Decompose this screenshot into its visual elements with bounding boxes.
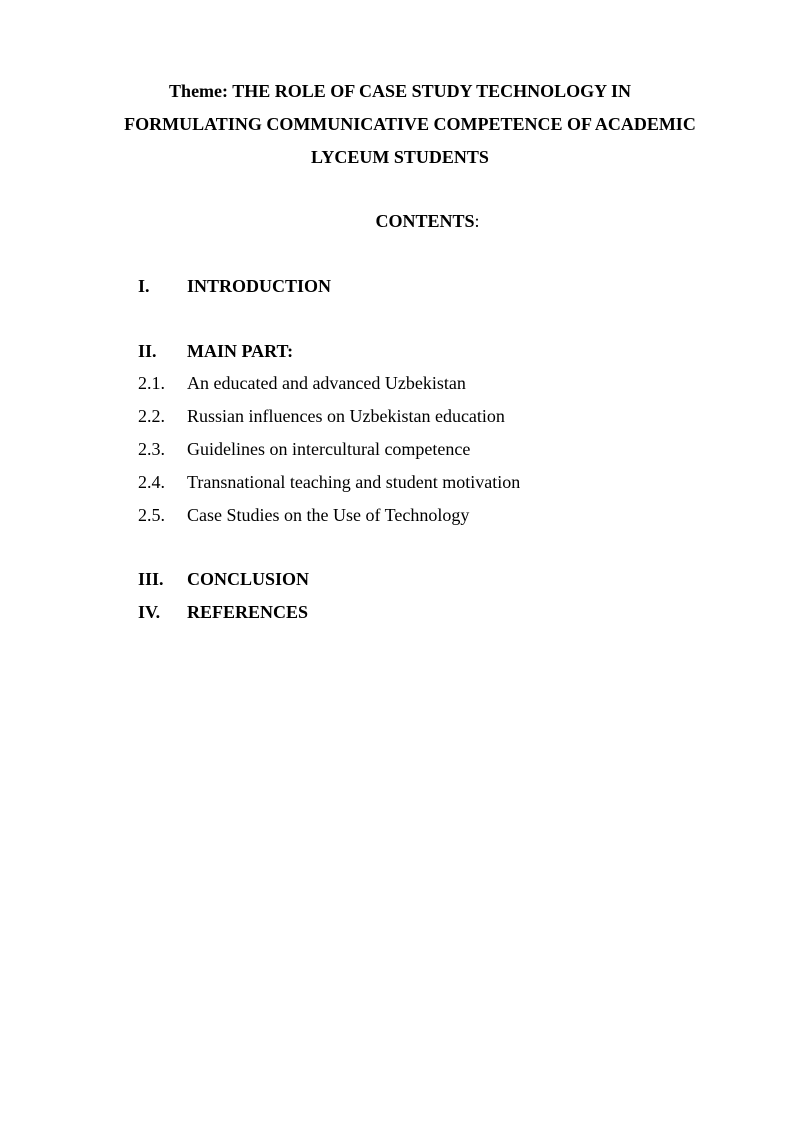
toc-entry-text: Transnational teaching and student motivation: [187, 472, 521, 492]
toc-entry-conclusion: [138, 566, 309, 592]
toc-entry-number: 2.1.: [138, 373, 165, 393]
toc-entry-text: Russian influences on Uzbekistan education: [187, 406, 505, 426]
document-title-line-2: FORMULATING COMMUNICATIVE COMPETENCE OF ACADEMIC: [124, 114, 696, 134]
contents-colon: :: [474, 211, 480, 231]
toc-entry-number: 2.2.: [138, 406, 165, 426]
toc-entry-2-5: [138, 502, 469, 528]
toc-entry-text: Guidelines on intercultural competence: [187, 439, 471, 459]
toc-entry-references: [138, 599, 308, 625]
toc-entry-2-3: [138, 436, 470, 462]
toc-entry-2-2: [138, 403, 505, 429]
toc-entry-number: 2.5.: [138, 505, 165, 525]
document-title-line-3: LYCEUM STUDENTS: [311, 147, 489, 167]
toc-entry-text: MAIN PART:: [187, 341, 294, 361]
toc-entry-text: An educated and advanced Uzbekistan: [187, 373, 466, 393]
toc-entry-text: CONCLUSION: [187, 569, 310, 589]
toc-entry-text: REFERENCES: [187, 602, 309, 622]
toc-entry-number: III.: [138, 569, 164, 589]
toc-entry-number: 2.3.: [138, 439, 165, 459]
contents-label: CONTENTS: [375, 211, 475, 231]
toc-entry-number: I.: [138, 276, 150, 296]
toc-entry-main-part: [138, 338, 293, 364]
contents-heading: [0, 208, 800, 234]
document-title-line-1: Theme: THE ROLE OF CASE STUDY TECHNOLOGY IN: [169, 81, 631, 101]
toc-entry-2-1: [138, 370, 466, 396]
toc-entry-number: II.: [138, 341, 157, 361]
toc-entry-2-4: [138, 469, 520, 495]
toc-entry-text: INTRODUCTION: [187, 276, 332, 296]
toc-entry-introduction: [138, 273, 331, 299]
toc-entry-text: Case Studies on the Use of Technology: [187, 505, 470, 525]
toc-entry-number: 2.4.: [138, 472, 165, 492]
toc-entry-number: IV.: [138, 602, 161, 622]
